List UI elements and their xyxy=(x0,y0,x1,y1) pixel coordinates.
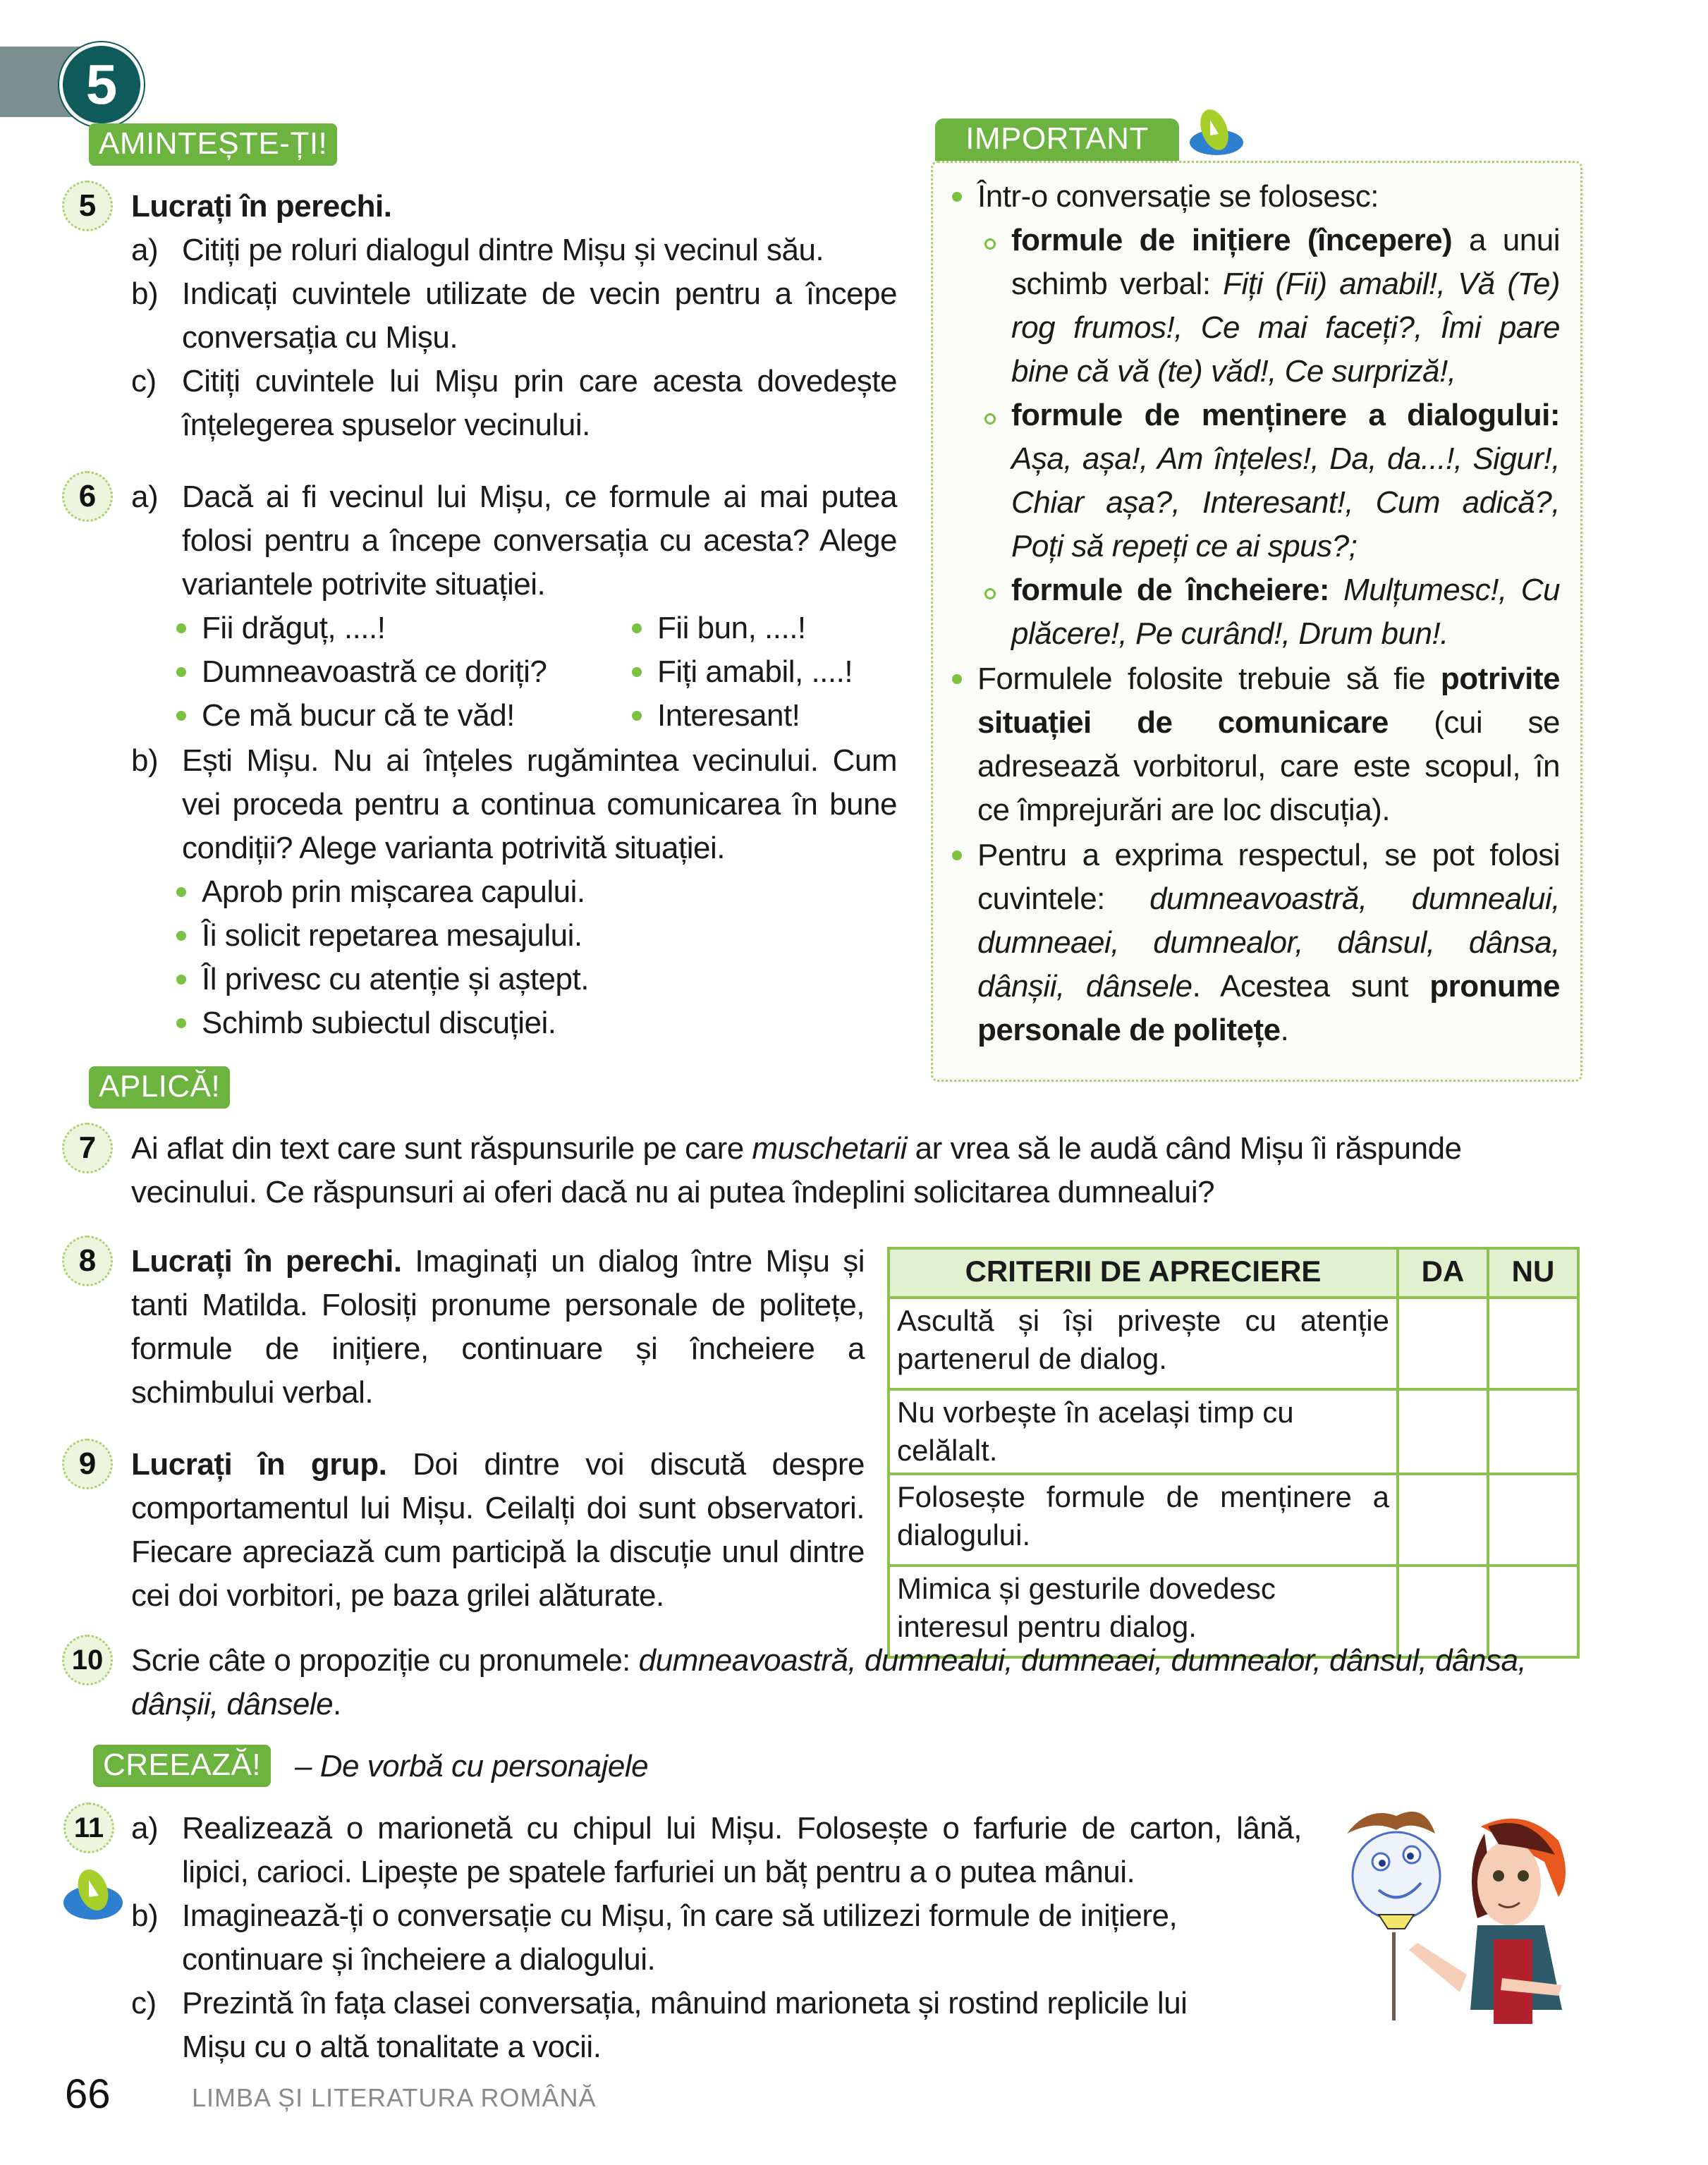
exercise-5-item-b xyxy=(131,272,897,360)
option-text: Schimb subiectul discuției. xyxy=(202,1006,556,1040)
important-intro: Într-o conversație se folosesc: xyxy=(977,179,1379,214)
item-marker: b) xyxy=(131,1898,159,1933)
item-text: Indicați cuvintele utilizate de vecin pentru a începe conversația cu Mișu. xyxy=(182,276,897,355)
header-nu: NU xyxy=(1488,1248,1578,1298)
nu-cell[interactable] xyxy=(1488,1474,1578,1566)
text: Ai aflat din text care sunt răspunsurile pe care xyxy=(131,1131,752,1166)
section-label-aminteste: AMINTEȘTE-ȚI! xyxy=(89,123,337,166)
option-text: Îi solicit repetarea mesajului. xyxy=(202,918,582,953)
exercise-5-item-a xyxy=(131,228,897,272)
bullet-icon xyxy=(632,711,642,721)
option-text: Îl privesc cu atenție și aștept. xyxy=(202,962,589,996)
text: (cui se adresează vorbitorul, care este scopul, în ce împrejurări are loc discuția). xyxy=(977,705,1560,827)
option-text: Dumneavoastră ce doriți? xyxy=(202,654,547,689)
bullet-icon xyxy=(176,711,186,721)
exercise-10-text xyxy=(131,1639,1577,1726)
exercise-9-text xyxy=(131,1443,865,1618)
exercise-8-text xyxy=(131,1240,865,1415)
pencil-note-icon xyxy=(59,1862,130,1925)
da-cell[interactable] xyxy=(1398,1389,1488,1474)
important-sub-mentinere xyxy=(984,394,1560,568)
important-sub-incheiere xyxy=(984,568,1560,656)
text: Formulele folosite trebuie să fie xyxy=(977,661,1441,696)
exercise-7-text xyxy=(131,1127,1556,1214)
option-text: Ce mă bucur că te văd! xyxy=(202,698,515,733)
item-marker: b) xyxy=(131,276,159,311)
ring-bullet-icon xyxy=(984,238,996,250)
option-bullet xyxy=(176,694,515,738)
bullet-icon xyxy=(952,192,962,202)
criterion-cell: Ascultă și își privește cu atenție partenerul de dialog. xyxy=(889,1298,1398,1389)
table-row xyxy=(889,1474,1578,1566)
book-title: LIMBA ȘI LITERATURA ROMÂNĂ xyxy=(192,2083,597,2112)
text: Imaginați un dialog între Mișu și tanti Matilda. Folosiți pronume personale de politețe, formule de inițiere, continuare și încheiere a schimbului verbal. xyxy=(131,1244,865,1410)
important-bullet-1 xyxy=(952,175,1566,219)
girl-figure xyxy=(1409,1819,1566,2024)
examples-initiere: Fiți (Fii) amabil!, Vă (Te) rog frumos!, Ce mai faceți?, Îmi pare bine că vă (te) văd!, Ce surpriză!, xyxy=(1011,267,1561,389)
text: . xyxy=(333,1687,341,1721)
item-marker: b) xyxy=(131,743,159,778)
bullet-icon xyxy=(952,674,962,684)
item-text: Citiți cuvintele lui Mișu prin care acesta dovedește înțelegerea spuselor vecinului. xyxy=(182,364,897,442)
exercise-11-item-a xyxy=(131,1807,1302,1894)
text: ar vrea să le audă când Mișu îi răspunde vecinului. Ce răspunsuri ai oferi dacă nu ai putea îndeplini solicitarea dumnealui? xyxy=(131,1131,1462,1209)
nu-cell[interactable] xyxy=(1488,1298,1578,1389)
criterion-cell: Mimica și gesturile dovedesc interesul pentru dialog. xyxy=(889,1566,1398,1657)
bullet-icon xyxy=(176,887,186,897)
examples-mentinere: Așa, așa!, Am înțeles!, Da, da...!, Sigur!, Chiar așa?, Interesant!, Cum adică?, Poți să repeți ce ai spus?; xyxy=(1011,441,1560,563)
important-sub-initiere xyxy=(984,219,1560,394)
term-mentinere: formule de menținere a dialogului: xyxy=(1011,398,1560,432)
exercise-6-item-b xyxy=(131,739,897,870)
item-text: Ești Mișu. Nu ai înțeles rugămintea vecinului. Cum vei proceda pentru a continua comunicarea în bune condiții? Alege varianta potrivită situației. xyxy=(182,743,897,865)
item-text: Imaginează-ți o conversație cu Mișu, în care să utilizezi formule de inițiere, continuare și încheiere a dialogului. xyxy=(182,1898,1178,1977)
nu-cell[interactable] xyxy=(1488,1389,1578,1474)
option-bullet xyxy=(176,870,585,914)
exercise-6-badge: 6 xyxy=(62,471,113,522)
da-cell[interactable] xyxy=(1398,1298,1488,1389)
bullet-icon xyxy=(632,667,642,677)
item-text: Prezintă în fața clasei conversația, mânuind marioneta și rostind replicile lui Mișu cu o altă tonalitate a vocii. xyxy=(182,1986,1188,2064)
puppet-face xyxy=(1347,1812,1440,1929)
item-text: Citiți pe roluri dialogul dintre Mișu și vecinul său. xyxy=(182,233,824,267)
table-row xyxy=(889,1389,1578,1474)
pencil-note-icon xyxy=(1185,99,1248,162)
section-label-important: IMPORTANT xyxy=(935,118,1179,161)
item-marker: c) xyxy=(131,364,157,398)
creeaza-subtitle: – De vorbă cu personajele xyxy=(295,1749,649,1783)
item-text: Realizează o marionetă cu chipul lui Mișu. Folosește o farfurie de carton, lână, lipici, carioci. Lipește pe spatele farfuriei un băț pentru a o putea mânui. xyxy=(182,1811,1302,1889)
term-initiere: formule de inițiere (începere) xyxy=(1011,223,1453,257)
exercise-8-badge: 8 xyxy=(62,1236,113,1286)
exercise-5-title: Lucrați în perechi. xyxy=(131,189,392,224)
option-text: Fii bun, ....! xyxy=(657,611,806,645)
text: . xyxy=(1280,1013,1289,1047)
girl-with-puppet-illustration xyxy=(1319,1805,1587,2031)
ring-bullet-icon xyxy=(984,588,996,599)
examples-incheiere: Mulțumesc!, Cu plăcere!, Pe curând!, Drum bun!. xyxy=(1011,573,1560,651)
option-bullet xyxy=(176,958,589,1001)
page-number: 66 xyxy=(65,2071,111,2117)
item-marker: a) xyxy=(131,233,159,267)
option-bullet xyxy=(176,1001,556,1045)
exercise-11-item-b xyxy=(131,1894,1302,1982)
text: Pentru a exprima respectul, se pot folosi cuvintele: xyxy=(977,838,1560,916)
term-muschetarii: muschetarii xyxy=(752,1131,907,1166)
table-row xyxy=(889,1298,1578,1389)
option-bullet xyxy=(632,606,806,650)
option-bullet xyxy=(176,650,547,694)
criterion-cell: Nu vorbește în același timp cu celălalt. xyxy=(889,1389,1398,1474)
option-bullet xyxy=(176,606,385,650)
pronoun-list: dumneavoastră, dumnealui, dumneaei, dumnealor, dânsul, dânsa, dânșii, dânsele xyxy=(977,882,1561,1004)
text: a unui schimb verbal: xyxy=(1011,223,1560,301)
exercise-11-badge: 11 xyxy=(63,1803,114,1853)
header-da: DA xyxy=(1398,1248,1488,1298)
text: Scrie câte o propoziție cu pronumele: xyxy=(131,1643,639,1678)
puppet-stick xyxy=(1392,1932,1396,2020)
important-bullet-3 xyxy=(952,834,1560,1052)
instruction-bold: Lucrați în perechi. xyxy=(131,1244,402,1279)
text: Doi dintre voi discută despre comportamentul lui Mișu. Ceilalți doi sunt observatori. Fiecare apreciază cum participă la discuție unul dintre cei doi vorbitori, pe baza grilei alăturate. xyxy=(131,1447,865,1613)
bullet-icon xyxy=(952,850,962,860)
important-bullet-2 xyxy=(952,657,1560,832)
option-bullet xyxy=(632,650,853,694)
bullet-icon xyxy=(176,623,186,633)
item-marker: c) xyxy=(131,1986,157,2020)
bullet-icon xyxy=(176,667,186,677)
exercise-5-item-c xyxy=(131,360,897,447)
option-text: Interesant! xyxy=(657,698,800,733)
term-incheiere: formule de încheiere: xyxy=(1011,573,1330,607)
header-criterii: CRITERII DE APRECIERE xyxy=(889,1248,1398,1298)
text: . Acestea sunt xyxy=(1192,969,1430,1004)
exercise-6-item-a xyxy=(131,475,897,606)
option-text: Fii drăguț, ....! xyxy=(202,611,386,645)
exercise-7-badge: 7 xyxy=(62,1123,113,1173)
pronoun-list: dumneavoastră, dumnealui, dumneaei, dumnealor, dânsul, dânsa, dânșii, dânsele xyxy=(131,1643,1527,1721)
term-potrivite: potrivite situației de comunicare xyxy=(977,661,1560,740)
bullet-icon xyxy=(176,1018,186,1028)
table-header-row xyxy=(889,1248,1578,1298)
section-label-creeaza: CREEAZĂ! xyxy=(93,1745,271,1787)
exercise-9-badge: 9 xyxy=(62,1439,113,1489)
criterion-cell: Folosește formule de menținere a dialogului. xyxy=(889,1474,1398,1566)
bullet-icon xyxy=(176,931,186,941)
option-bullet xyxy=(176,914,582,958)
exercise-10-badge: 10 xyxy=(62,1635,113,1685)
instruction-bold: Lucrați în grup. xyxy=(131,1447,387,1482)
exercise-5-badge: 5 xyxy=(62,181,113,231)
section-label-aplica: APLICĂ! xyxy=(89,1066,230,1109)
item-marker: a) xyxy=(131,1811,159,1846)
da-cell[interactable] xyxy=(1398,1474,1488,1566)
option-text: Aprob prin mișcarea capului. xyxy=(202,874,585,909)
exercise-11-item-c xyxy=(131,1982,1259,2069)
term-pronume: pronume personale de politețe xyxy=(977,969,1561,1047)
chapter-number-badge: 5 xyxy=(59,42,144,127)
criteria-table xyxy=(887,1247,1580,1659)
item-text: Dacă ai fi vecinul lui Mișu, ce formule ai mai putea folosi pentru a începe conversația cu acesta? Alege variantele potrivite situației. xyxy=(182,480,897,602)
item-marker: a) xyxy=(131,480,159,514)
bullet-icon xyxy=(176,975,186,984)
ring-bullet-icon xyxy=(984,413,996,425)
bullet-icon xyxy=(632,623,642,633)
option-text: Fiți amabil, ....! xyxy=(657,654,853,689)
option-bullet xyxy=(632,694,800,738)
